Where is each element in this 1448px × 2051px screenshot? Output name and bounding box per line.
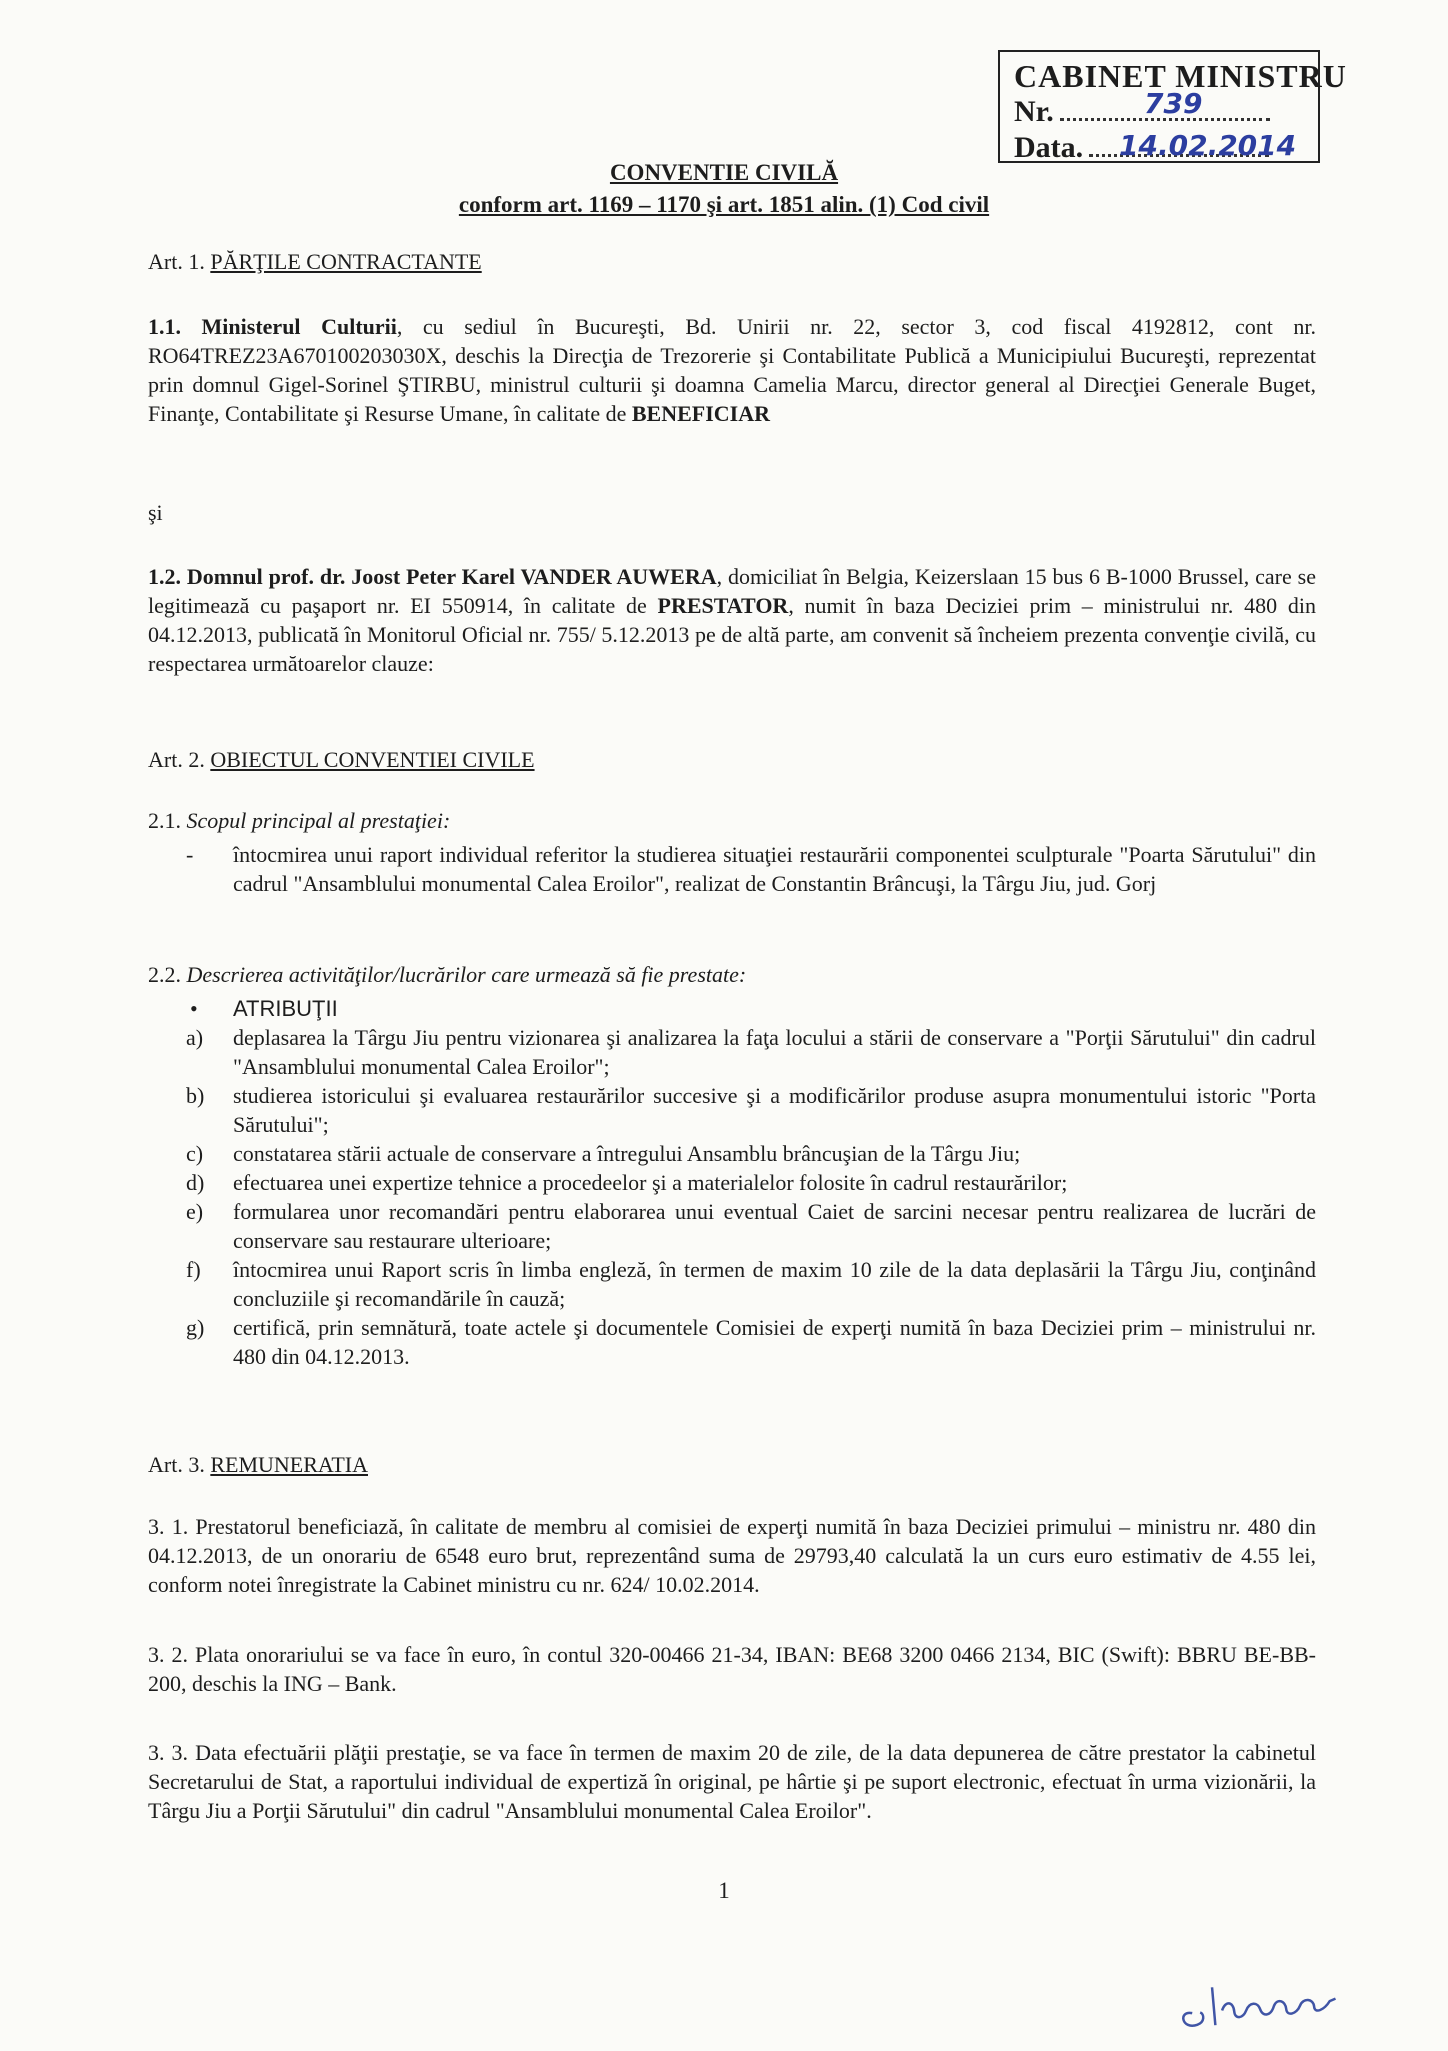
list-item-text: întocmirea unui Raport scris în limba engleză, în termen de maxim 10 zile de la data deplasării la Târgu Jiu, conţinând concluziile şi recomandările în cauză; bbox=[233, 1257, 1316, 1311]
list-item bbox=[186, 1255, 1316, 1313]
document-subtitle: conform art. 1169 – 1170 şi art. 1851 alin. (1) Cod civil bbox=[458, 192, 990, 217]
clause-1-2-name: Domnul prof. dr. Joost Peter Karel VANDER AUWERA bbox=[186, 564, 717, 589]
registry-stamp bbox=[998, 50, 1347, 164]
list-item bbox=[186, 1081, 1316, 1139]
list-item-text: întocmirea unui raport individual referitor la studierea situaţiei restaurării componentei sculpturale "Poarta Sărutului" din cadrul "Ansamblului monumental Calea Eroilor", realizat de Constantin Brâncuşi, la Târgu Jiu, jud. Gorj bbox=[233, 842, 1316, 896]
list-item bbox=[186, 840, 1316, 898]
art3-number: Art. 3. bbox=[148, 1452, 205, 1477]
list-marker: f) bbox=[186, 1257, 201, 1282]
clause-2-2-label: Descrierea activităţilor/lucrărilor care urmează să fie prestate: bbox=[186, 962, 747, 987]
bullet-marker: • bbox=[190, 996, 198, 1021]
page-number: 1 bbox=[718, 1878, 730, 1903]
clause-1-1 bbox=[148, 312, 1316, 428]
art1-heading bbox=[148, 249, 482, 275]
stamp-date-label: Data. bbox=[1014, 131, 1084, 164]
clause-2-1-heading bbox=[148, 808, 450, 834]
art2-heading bbox=[148, 747, 535, 773]
attributions-title: ATRIBUŢII bbox=[233, 996, 338, 1021]
clause-1-2-text-2: , numit în baza Deciziei prim – ministrului nr. 480 din 04.12.2013, publicată în Monitorul Oficial nr. 755/ 5.12.2013 pe de altă parte, am convenit să încheiem prezenta convenţie civilă, cu respectarea următoarelor clauze: bbox=[148, 593, 1316, 676]
list-item bbox=[186, 1197, 1316, 1255]
document-title: CONVENTIE CIVILĂ bbox=[609, 160, 839, 185]
art3-title: REMUNERATIA bbox=[210, 1452, 368, 1477]
stamp-title: CABINET MINISTRU bbox=[1014, 58, 1347, 94]
clause-2-1-list bbox=[186, 840, 1316, 898]
list-item bbox=[186, 1023, 1316, 1081]
art1-number: Art. 1. bbox=[148, 249, 205, 274]
stamp-number-row bbox=[1014, 87, 1308, 130]
clause-1-1-role: BENEFICIAR bbox=[631, 401, 771, 426]
signature-icon bbox=[1171, 1963, 1375, 2040]
list-item-text: formularea unor recomandări pentru elaborarea unui eventual Caiet de sarcini necesar pentru realizarea de lucrări de conservare sau restaurare ulterioare; bbox=[233, 1199, 1316, 1253]
list-marker: c) bbox=[186, 1141, 204, 1166]
clause-2-2-number: 2.2. bbox=[148, 962, 181, 987]
list-marker: b) bbox=[186, 1083, 205, 1108]
art1-title: PĂRŢILE CONTRACTANTE bbox=[210, 249, 482, 274]
list-marker: a) bbox=[186, 1025, 204, 1050]
clause-1-1-number: 1.1. bbox=[148, 314, 181, 339]
list-marker: - bbox=[186, 842, 194, 867]
clause-2-1-number: 2.1. bbox=[148, 808, 181, 833]
clause-3-3: 3. 3. Data efectuării plăţii prestaţie, se va face în termen de maxim 20 de zile, de la data depunerea de către prestator la cabinetul Secretarului de Stat, a raportului individual de expertiză în original, pe hârtie şi pe suport electronic, efectuat în urma vizionării, la Târgu Jiu a Porţii Sărutului" din cadrul "Ansamblului monumental Calea Eroilor". bbox=[148, 1740, 1316, 1823]
attributions-list bbox=[186, 994, 1316, 1371]
handwritten-signature bbox=[1171, 1963, 1376, 2050]
conjunction-si: şi bbox=[148, 500, 163, 525]
list-item-text: deplasarea la Târgu Jiu pentru vizionarea şi analizarea la faţa locului a stării de conservare a "Porţii Sărutului" din cadrul "Ansamblului monumental Calea Eroilor"; bbox=[233, 1025, 1316, 1079]
stamp-date-value: 14.02.2014 bbox=[1119, 129, 1297, 162]
art2-number: Art. 2. bbox=[148, 747, 205, 772]
clause-1-2-role: PRESTATOR bbox=[657, 593, 789, 618]
list-item-text: efectuarea unei expertize tehnice a procedeelor şi a materialelor folosite în cadrul restaurărilor; bbox=[233, 1170, 1068, 1195]
clause-3-1: 3. 1. Prestatorul beneficiază, în calitate de membru al comisiei de experţi numită în baza Deciziei primului – ministru nr. 480 din 04.12.2013, de un onorariu de 6548 euro brut, reprezentând suma de 29793,40 calculată la un curs euro estimativ de 4.55 lei, conform notei înregistrate la Cabinet ministru cu nr. 624/ 10.02.2014. bbox=[148, 1514, 1316, 1597]
stamp-number-value: 739 bbox=[1144, 87, 1203, 120]
clause-2-1-label: Scopul principal al prestaţiei: bbox=[186, 808, 451, 833]
clause-3-2: 3. 2. Plata onorariului se va face în euro, în contul 320-00466 21-34, IBAN: BE68 3200 0466 2134, BIC (Swift): BBRU BE-BB-200, deschis la ING – Bank. bbox=[148, 1642, 1316, 1696]
art2-title: OBIECTUL CONVENTIEI CIVILE bbox=[210, 747, 535, 772]
clause-2-2-heading bbox=[148, 962, 746, 988]
clause-1-2-number: 1.2. bbox=[148, 564, 181, 589]
list-item bbox=[186, 1168, 1316, 1197]
list-marker: d) bbox=[186, 1170, 205, 1195]
art3-heading bbox=[148, 1452, 368, 1478]
clause-1-1-text: , cu sediul în Bucureşti, Bd. Unirii nr. 22, sector 3, cod fiscal 4192812, cont nr. RO64TREZ23A670100203030X, deschis la Direcţia de Trezorerie şi Contabilitate Publică a Municipiului Bucureşti, reprezentat prin domnul Gigel-Sorinel ŞTIRBU, ministrul culturii şi doamna Camelia Marcu, director general al Direcţiei Generale Buget, Finanţe, Contabilitate şi Resurse Umane, în calitate de bbox=[148, 314, 1317, 426]
list-item-text: constatarea stării actuale de conservare a întregului Ansamblu brâncuşian de la Târgu Jiu; bbox=[233, 1141, 1021, 1166]
clause-1-2 bbox=[148, 562, 1316, 678]
stamp-number-label: Nr. bbox=[1014, 95, 1054, 128]
clause-1-1-name: Ministerul Culturii bbox=[201, 314, 397, 339]
clause-1-2-text-1: , domiciliat în Belgia, Keizerslaan 15 bus 6 B-1000 Brussel, care se legitimează cu paşaport nr. EI 550914, în calitate de bbox=[148, 564, 1316, 618]
list-item bbox=[186, 1313, 1316, 1371]
list-marker: e) bbox=[186, 1199, 204, 1224]
list-item bbox=[186, 1139, 1316, 1168]
attributions-heading bbox=[186, 994, 1316, 1023]
list-marker: g) bbox=[186, 1315, 205, 1340]
list-item-text: certifică, prin semnătură, toate actele şi documentele Comisiei de experţi numită în baza Deciziei prim – ministrului nr. 480 din 04.12.2013. bbox=[233, 1315, 1316, 1369]
list-item-text: studierea istoricului şi evaluarea restaurărilor succesive şi a modificărilor produse asupra monumentului istoric "Porta Sărutului"; bbox=[233, 1083, 1316, 1137]
